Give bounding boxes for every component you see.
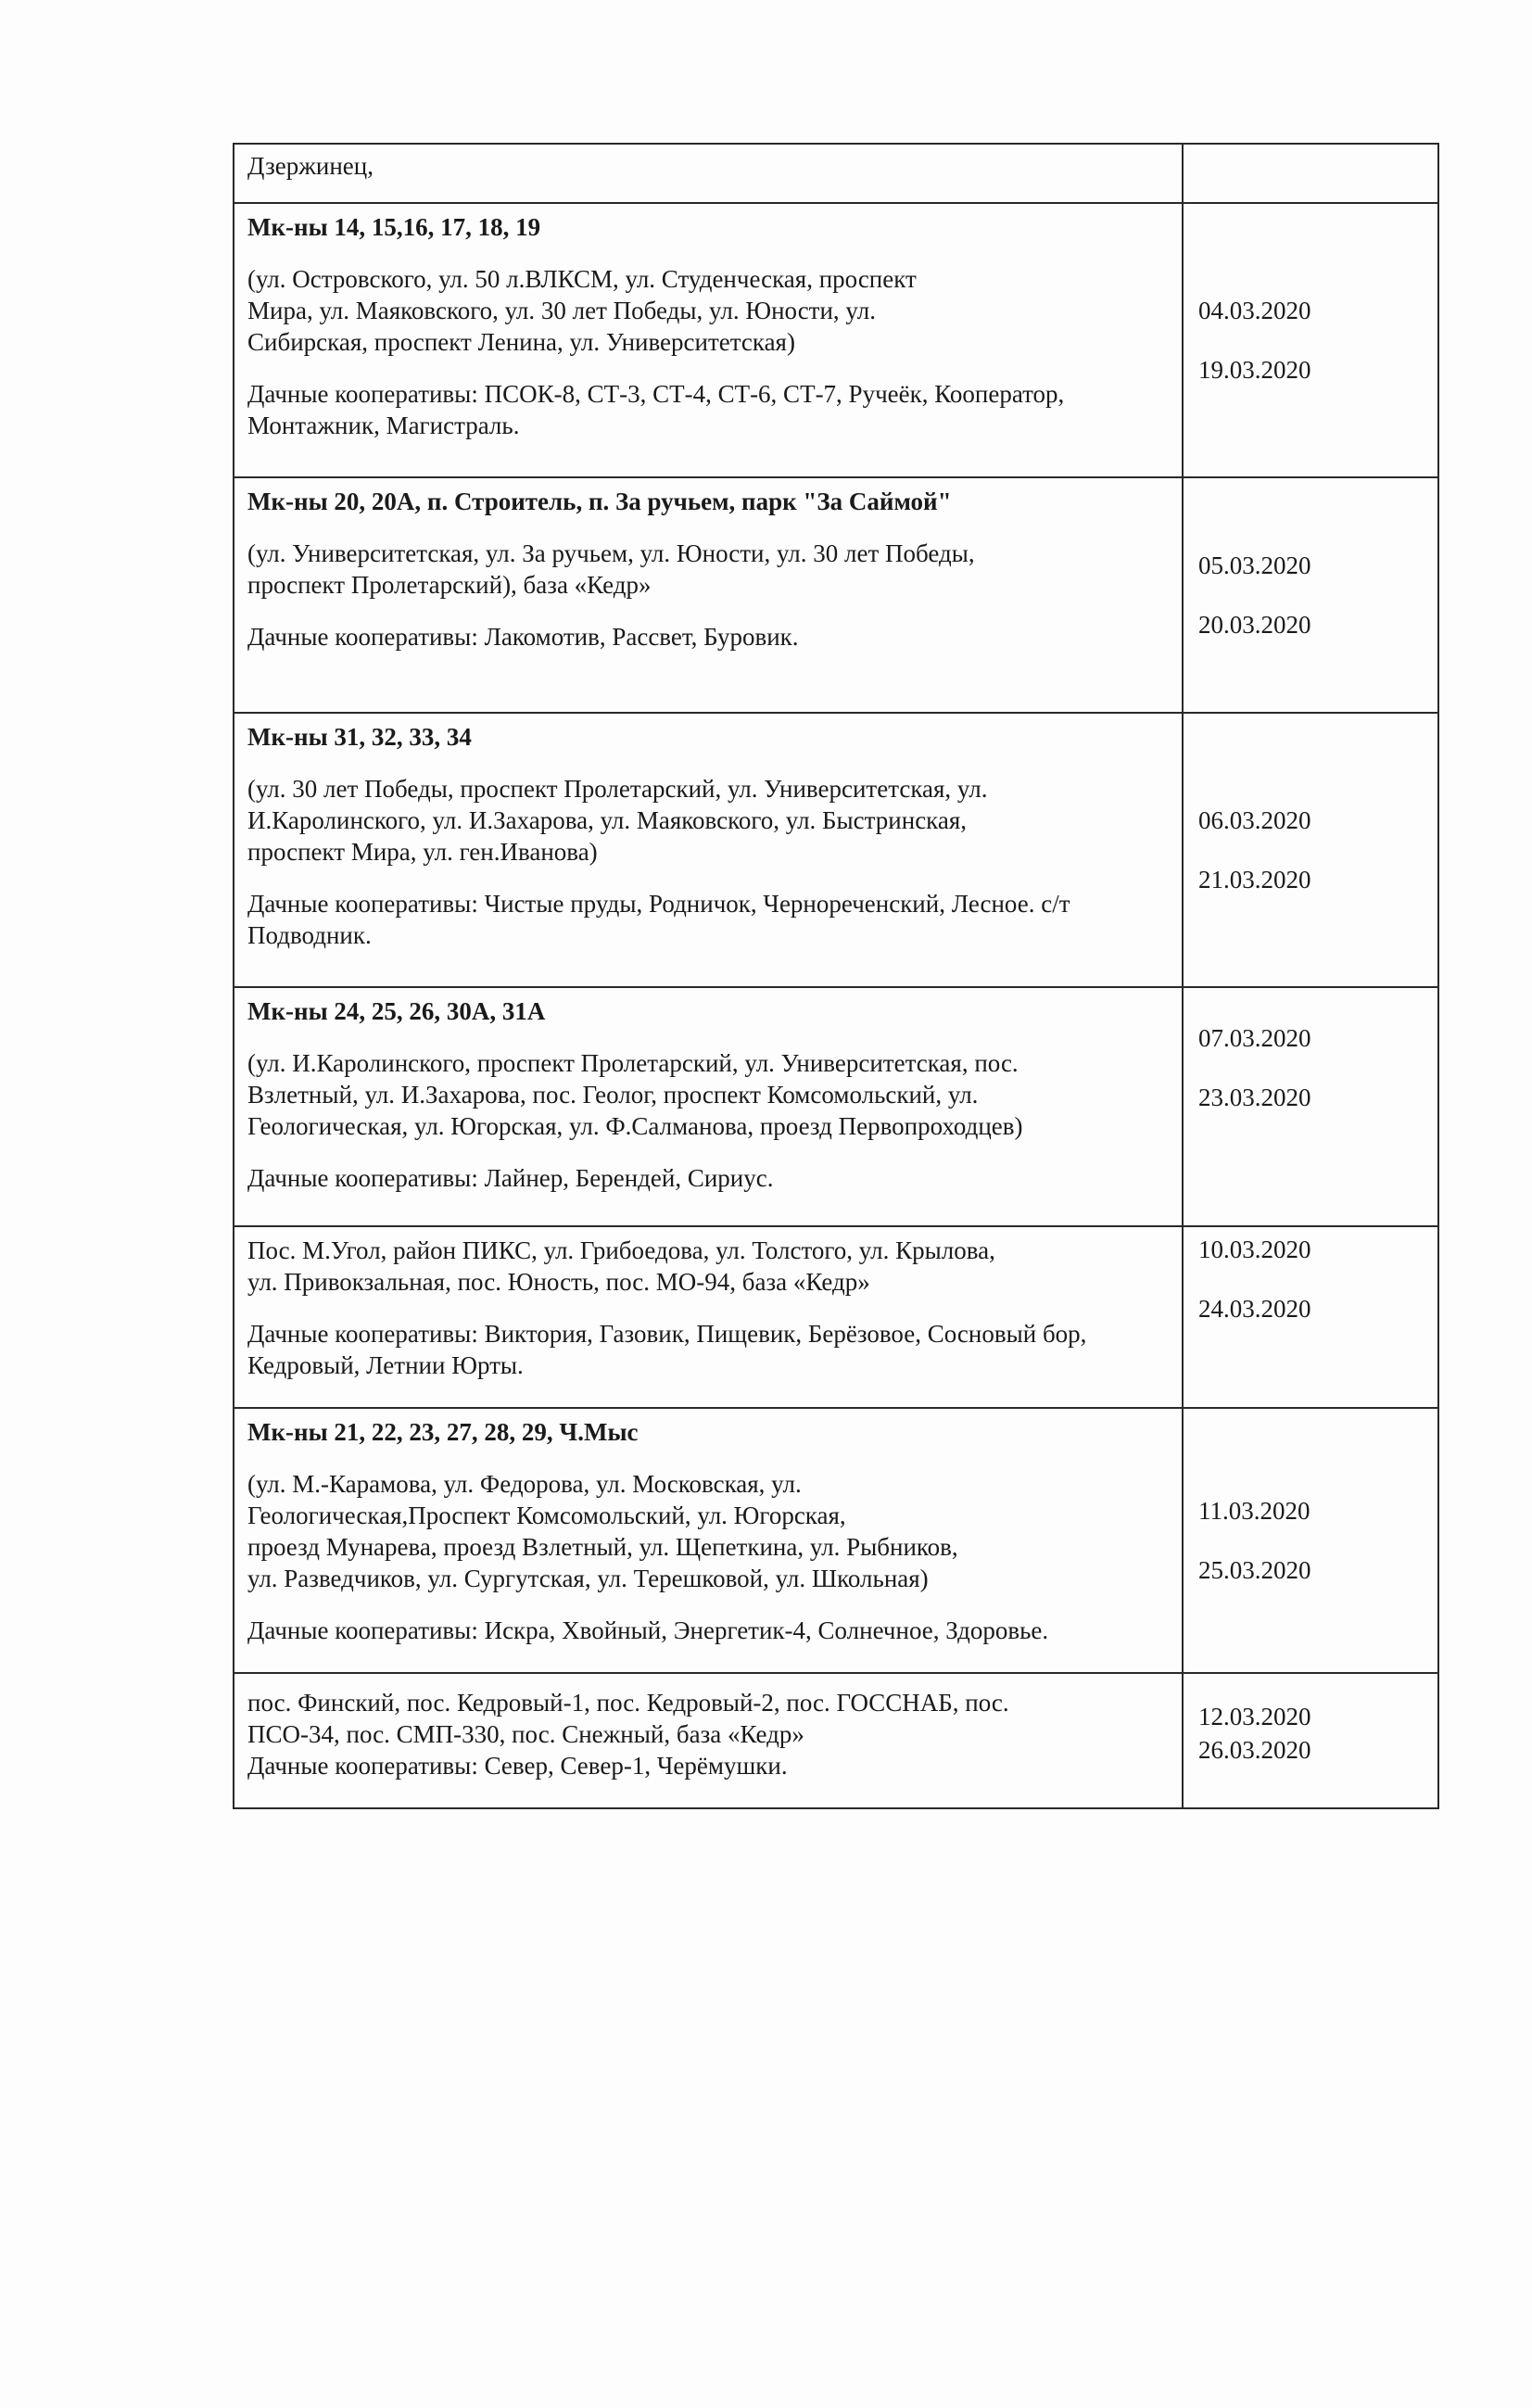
streets-text: (ул. Университетская, ул. За ручьем, ул. Юности, ул. 30 лет Победы, проспект Пролетарский), база «Кедр» bbox=[247, 539, 975, 599]
streets-text: Пос. М.Угол, район ПИКС, ул. Грибоедова, ул. Толстого, ул. Крылова, ул. Привокзальная, пос. Юность, пос. МО-94, база «Кедр» bbox=[247, 1236, 995, 1296]
streets-text: (ул. 30 лет Победы, проспект Пролетарский, ул. Университетская, ул. И.Каролинского, ул. И.Захарова, ул. Маяковского, ул. Быстринская, проспект Мира, ул. ген.Иванова) bbox=[247, 775, 988, 866]
date-first: 05.03.2020 bbox=[1198, 551, 1311, 579]
row-title: Мк-ны 31, 32, 33, 34 bbox=[247, 723, 472, 751]
date-second: 26.03.2020 bbox=[1198, 1736, 1311, 1764]
table-row bbox=[234, 1673, 1438, 1808]
area-cell bbox=[234, 477, 1183, 713]
area-cell bbox=[234, 713, 1183, 987]
dates-cell bbox=[1183, 144, 1438, 203]
dates-cell bbox=[1183, 203, 1438, 477]
dates-cell bbox=[1183, 987, 1438, 1226]
cooperatives-text: Дачные кооперативы: Искра, Хвойный, Энергетик-4, Солнечное, Здоровье. bbox=[247, 1616, 1049, 1644]
dates-cell bbox=[1183, 1673, 1438, 1808]
table-row bbox=[234, 987, 1438, 1226]
date-first: 07.03.2020 bbox=[1198, 1024, 1311, 1052]
cooperatives-text: Дачные кооперативы: Виктория, Газовик, Пищевик, Берёзовое, Сосновый бор, Кедровый, Летнии Юрты. bbox=[247, 1320, 1087, 1379]
area-cell bbox=[234, 1408, 1183, 1673]
row-title: Мк-ны 24, 25, 26, 30А, 31А bbox=[247, 997, 546, 1025]
dates-cell bbox=[1183, 1408, 1438, 1673]
date-second: 23.03.2020 bbox=[1198, 1084, 1311, 1111]
area-cell bbox=[234, 1673, 1183, 1808]
area-cell bbox=[234, 203, 1183, 477]
date-first: 06.03.2020 bbox=[1198, 806, 1311, 834]
table-row bbox=[234, 1226, 1438, 1408]
dates-cell bbox=[1183, 713, 1438, 987]
date-first: 04.03.2020 bbox=[1198, 297, 1311, 324]
table-row bbox=[234, 1408, 1438, 1673]
dates-cell bbox=[1183, 1226, 1438, 1408]
row-title: Дзержинец, bbox=[247, 152, 374, 180]
area-cell bbox=[234, 1226, 1183, 1408]
cooperatives-text: Дачные кооперативы: Лайнер, Берендей, Сириус. bbox=[247, 1164, 774, 1192]
table-row bbox=[234, 144, 1438, 203]
dates-cell bbox=[1183, 477, 1438, 713]
streets-text: пос. Финский, пос. Кедровый-1, пос. Кедровый-2, пос. ГОССНАБ, пос. ПСО-34, пос. СМП-330, пос. Снежный, база «Кедр» Дачные кооперативы: Север, Север-1, Черёмушки. bbox=[247, 1689, 1009, 1780]
area-cell bbox=[234, 144, 1183, 203]
date-first: 11.03.2020 bbox=[1198, 1497, 1310, 1525]
streets-text: (ул. Островского, ул. 50 л.ВЛКСМ, ул. Студенческая, проспект Мира, ул. Маяковского, ул. 30 лет Победы, ул. Юности, ул. Сибирская, проспект Ленина, ул. Университетская) bbox=[247, 265, 917, 356]
table-row bbox=[234, 203, 1438, 477]
streets-text: (ул. М.-Карамова, ул. Федорова, ул. Московская, ул. Геологическая,Проспект Комсомольский, ул. Югорская, проезд Мунарева, проезд Взлетный, ул. Щепеткина, ул. Рыбников, ул. Разведчиков, ул. Сургутская, ул. Терешковой, ул. Школьная) bbox=[247, 1470, 958, 1592]
table-row bbox=[234, 477, 1438, 713]
date-first: 10.03.2020 bbox=[1198, 1236, 1311, 1263]
date-second: 19.03.2020 bbox=[1198, 356, 1311, 384]
cooperatives-text: Дачные кооперативы: Лакомотив, Рассвет, Буровик. bbox=[247, 623, 799, 651]
area-cell bbox=[234, 987, 1183, 1226]
date-first: 12.03.2020 bbox=[1198, 1703, 1311, 1730]
table-row bbox=[234, 713, 1438, 987]
cooperatives-text: Дачные кооперативы: Чистые пруды, Родничок, Чернореченский, Лесное. с/т Подводник. bbox=[247, 890, 1070, 949]
row-title: Мк-ны 20, 20А, п. Строитель, п. За ручьем, парк "За Саймой" bbox=[247, 488, 952, 515]
date-second: 20.03.2020 bbox=[1198, 611, 1311, 639]
date-second: 21.03.2020 bbox=[1198, 866, 1311, 893]
date-second: 24.03.2020 bbox=[1198, 1295, 1311, 1323]
schedule-table bbox=[233, 143, 1439, 1809]
date-second: 25.03.2020 bbox=[1198, 1556, 1311, 1584]
row-title: Мк-ны 14, 15,16, 17, 18, 19 bbox=[247, 213, 541, 241]
cooperatives-text: Дачные кооперативы: ПСОК-8, СТ-3, СТ-4, СТ-6, СТ-7, Ручеёк, Кооператор, Монтажник, Магистраль. bbox=[247, 380, 1065, 439]
streets-text: (ул. И.Каролинского, проспект Пролетарский, ул. Университетская, пос. Взлетный, ул. И.Захарова, пос. Геолог, проспект Комсомольский, ул. Геологическая, ул. Югорская, ул. Ф.Салманова, проезд Первопроходцев) bbox=[247, 1049, 1023, 1140]
row-title: Мк-ны 21, 22, 23, 27, 28, 29, Ч.Мыс bbox=[247, 1418, 639, 1446]
